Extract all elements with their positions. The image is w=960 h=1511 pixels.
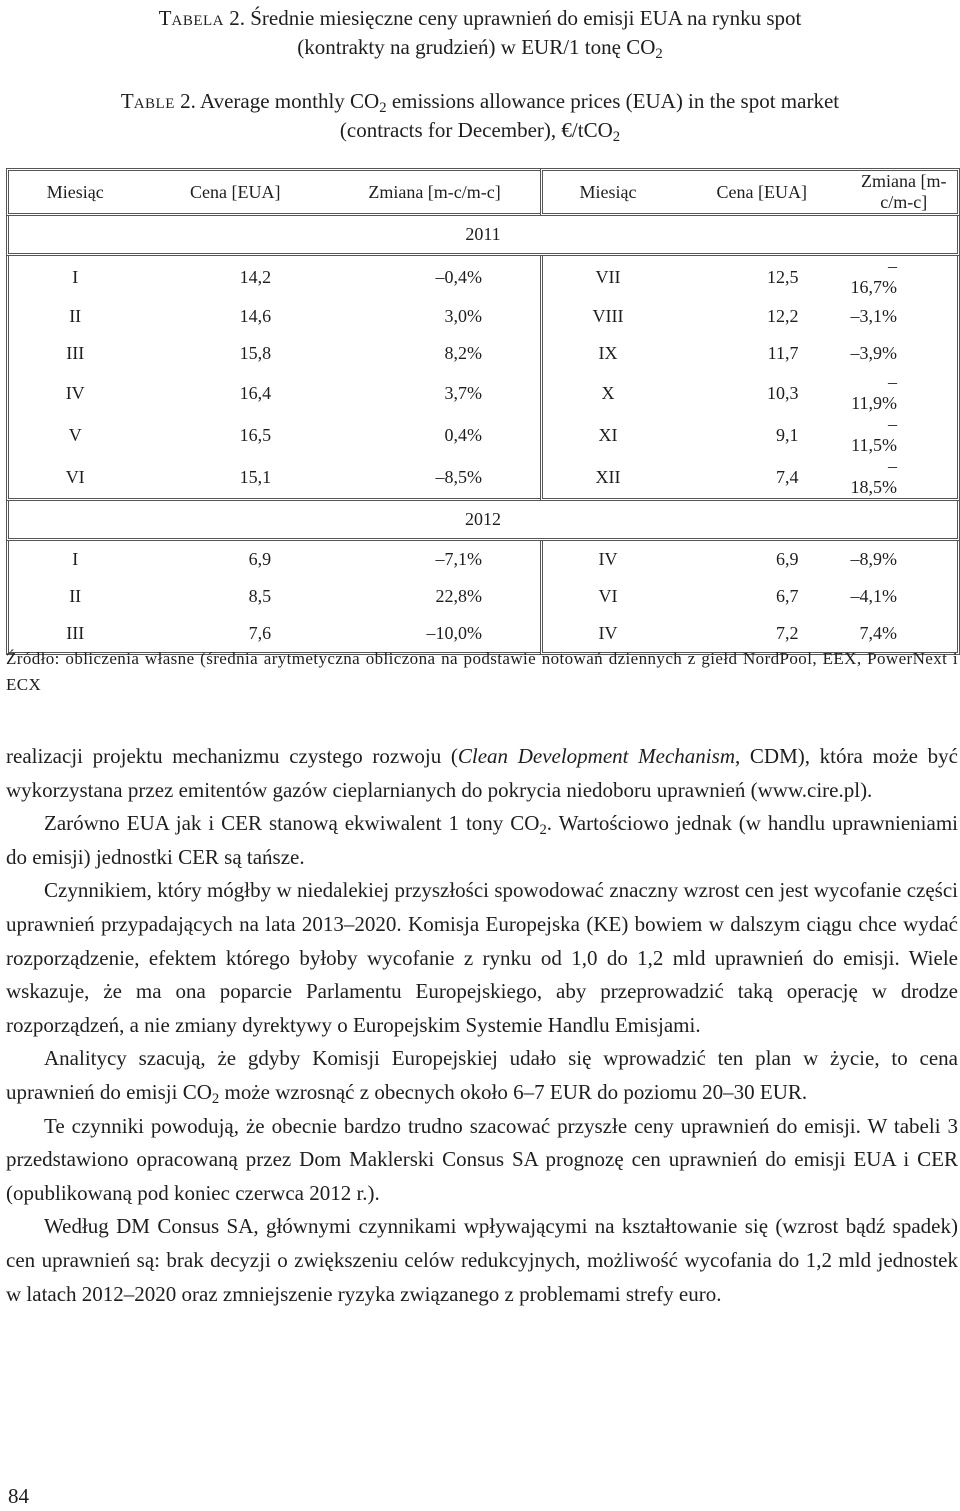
- text-run: , CDM), która może być wykorzystana przez emitentów gazów cieplarnianych do pokrycia niedoboru uprawnień (www.cire.pl).: [6, 744, 958, 802]
- cell-change: –0,4%: [435, 266, 483, 287]
- header-change: Zmiana [m-c/m-c]: [329, 168, 540, 216]
- caption-subscript: 2: [612, 129, 621, 146]
- text-run: . Wartościowo jednak (w handlu uprawnieniami do emisji) jednostki CER są tańsze.: [6, 811, 958, 869]
- caption-line1a: Average monthly CO: [195, 89, 380, 113]
- cell-month: VIII: [540, 298, 673, 335]
- header-month: Miesiąc: [540, 168, 673, 216]
- cell-month: III: [6, 615, 141, 655]
- subscript: 2: [211, 1091, 220, 1108]
- table-row: [6, 298, 960, 335]
- cell-price: 7,2: [673, 615, 851, 655]
- text-run: może wzrosnąć z obecnych około 6–7 EUR do poziomu 20–30 EUR.: [219, 1079, 808, 1104]
- cell-month: IV: [6, 372, 141, 414]
- cell-price: 12,2: [767, 306, 799, 326]
- header-price: Cena [EUA]: [673, 168, 851, 216]
- cell-change: –10,0%: [329, 615, 540, 655]
- cell-price: 6,7: [776, 586, 799, 606]
- cell-month: IX: [540, 335, 673, 372]
- cell-change: –8,9%: [851, 541, 960, 578]
- caption-number: 2.: [223, 6, 245, 30]
- header-price: Cena [EUA]: [141, 168, 329, 216]
- cell-month: I: [6, 541, 141, 578]
- cell-price: 11,7: [767, 343, 799, 363]
- cell-month: IV: [540, 615, 673, 655]
- cell-month: II: [6, 298, 141, 335]
- cell-month: XII: [540, 456, 673, 501]
- cell-price: 12,5: [767, 266, 799, 287]
- cell-month: II: [6, 578, 141, 615]
- year-row: [6, 216, 960, 256]
- cell-change: –16,7%: [851, 256, 960, 298]
- paragraph: Czynnikiem, który mógłby w niedalekiej przyszłości spowodować znaczny wzrost cen jest wycofanie części uprawnień przypadających na lata 2013–2020. Komisja Europejska (KE) bowiem w dalszym ciągu chce wydać rozporządzenie, efektem którego byłoby wycofanie z rynku od 1,0 do 1,2 mld uprawnień do emisji. Wiele wskazuje, że ma ona poparcie Parlamentu Europejskiego, aby przeprowadzić taką operację w drodze rozporządzeń, a nie zmiany dyrektywy o Europejskim Systemie Handlu Emisjami.: [6, 878, 958, 1037]
- cell-price: 15,8: [239, 343, 272, 363]
- paragraph: Według DM Consus SA, głównymi czynnikami wpływającymi na kształtowanie się (wzrost bądź spadek) cen uprawnień są: brak decyzji o zwiększeniu celów redukcyjnych, możliwość wycofania do 1,2 mld jednostek w latach 2012–2020 oraz zmniejszenie ryzyka związanego z problemami strefy euro.: [6, 1214, 958, 1306]
- table-row: [6, 541, 960, 578]
- cell-change: 7,4%: [851, 615, 960, 655]
- cell-price: 6,9: [248, 549, 272, 569]
- cell-month: IV: [540, 541, 673, 578]
- price-table: [6, 168, 960, 655]
- cell-month: VI: [6, 456, 141, 501]
- cell-price: 16,4: [239, 382, 272, 403]
- cell-change: –18,5%: [851, 456, 960, 501]
- caption-label-rest: ABELA: [171, 13, 224, 29]
- table-row: [6, 372, 960, 414]
- cell-price: 8,5: [248, 586, 272, 606]
- year-label: 2011: [6, 216, 960, 256]
- cell-month: VII: [540, 256, 673, 298]
- caption-subscript: 2: [379, 100, 387, 117]
- cell-change: 8,2%: [444, 343, 483, 363]
- subscript: 2: [539, 822, 547, 839]
- table-row: [6, 335, 960, 372]
- table-row: [6, 256, 960, 298]
- cell-month: VI: [540, 578, 673, 615]
- body-text: [6, 740, 958, 1311]
- caption-subscript: 2: [655, 46, 663, 63]
- paragraph: [6, 807, 958, 874]
- cell-price: 10,3: [767, 382, 799, 403]
- cell-month: V: [6, 414, 141, 456]
- caption-number: 2.: [174, 89, 196, 113]
- cell-price: 6,9: [776, 549, 799, 569]
- cell-change: –11,5%: [851, 414, 960, 456]
- caption-line1b: emissions allowance prices (EUA) in the spot market: [386, 89, 840, 113]
- caption-line2: (kontrakty na grudzień) w EUR/1 tonę CO: [297, 35, 656, 59]
- table-row: [6, 578, 960, 615]
- table-caption-english: [0, 88, 960, 146]
- cell-price: 15,1: [141, 456, 329, 501]
- table-header-row: [6, 168, 960, 216]
- cell-price: 14,2: [239, 266, 272, 287]
- paragraph: Te czynniki powodują, że obecnie bardzo trudno szacować przyszłe ceny uprawnień do emisji. W tabeli 3 przedstawiono opracowaną przez Dom Maklerski Consus SA prognozę cen uprawnień do emisji EUA i CER (opublikowaną pod koniec czerwca 2012 r.).: [6, 1113, 958, 1205]
- cell-price: 14,6: [239, 306, 272, 326]
- cell-change: –11,9%: [851, 372, 960, 414]
- cell-month: XI: [540, 414, 673, 456]
- cell-change: 0,4%: [444, 424, 483, 445]
- cell-change: –8,5%: [329, 456, 540, 501]
- text-run: Zarówno EUA jak i CER stanową ekwiwalent 1 tony CO: [44, 811, 540, 836]
- paragraph: [6, 740, 958, 807]
- cell-month: X: [540, 372, 673, 414]
- table-row: [6, 456, 960, 501]
- header-change: Zmiana [m-c/m-c]: [851, 168, 960, 216]
- cell-change: –3,9%: [851, 335, 960, 372]
- page-number: 84: [8, 1484, 29, 1508]
- paragraph: [6, 1042, 958, 1109]
- cell-month: III: [6, 335, 141, 372]
- cell-change: –3,1%: [851, 298, 960, 335]
- caption-label-first: T: [120, 89, 134, 113]
- table-caption-polish: [0, 5, 960, 63]
- table-row: [6, 414, 960, 456]
- caption-label-rest: ABLE: [133, 96, 175, 112]
- year-row: [6, 501, 960, 541]
- cell-change: 3,7%: [444, 382, 483, 403]
- cell-month: I: [6, 256, 141, 298]
- cell-price: 7,6: [141, 615, 329, 655]
- cell-change: 3,0%: [444, 306, 483, 326]
- text-run: Analitycy szacują, że gdyby Komisji Europejskiej udało się wprowadzić ten plan w życie, to cena uprawnień do emisji CO: [6, 1046, 958, 1104]
- text-run-italic: Clean Development Mechanism: [457, 744, 735, 768]
- source-note: Źródło: obliczenia własne (średnia arytmetyczna obliczona na podstawie notowań dziennych z giełd NordPool, EEX, PowerNext i ECX: [6, 649, 958, 694]
- caption-line2: (contracts for December), €/tCO: [339, 118, 613, 142]
- cell-change: 22,8%: [435, 586, 483, 606]
- cell-price: 16,5: [239, 424, 272, 445]
- cell-price: 7,4: [673, 456, 851, 501]
- header-month: Miesiąc: [6, 168, 141, 216]
- cell-change: –4,1%: [851, 578, 960, 615]
- cell-price: 9,1: [776, 424, 799, 445]
- cell-change: –7,1%: [435, 549, 483, 569]
- caption-line1: Średnie miesięczne ceny uprawnień do emisji EUA na rynku spot: [244, 6, 802, 30]
- year-label: 2012: [6, 501, 960, 541]
- caption-label-first: T: [158, 6, 172, 30]
- text-run: realizacji projektu mechanizmu czystego rozwoju (: [6, 744, 458, 768]
